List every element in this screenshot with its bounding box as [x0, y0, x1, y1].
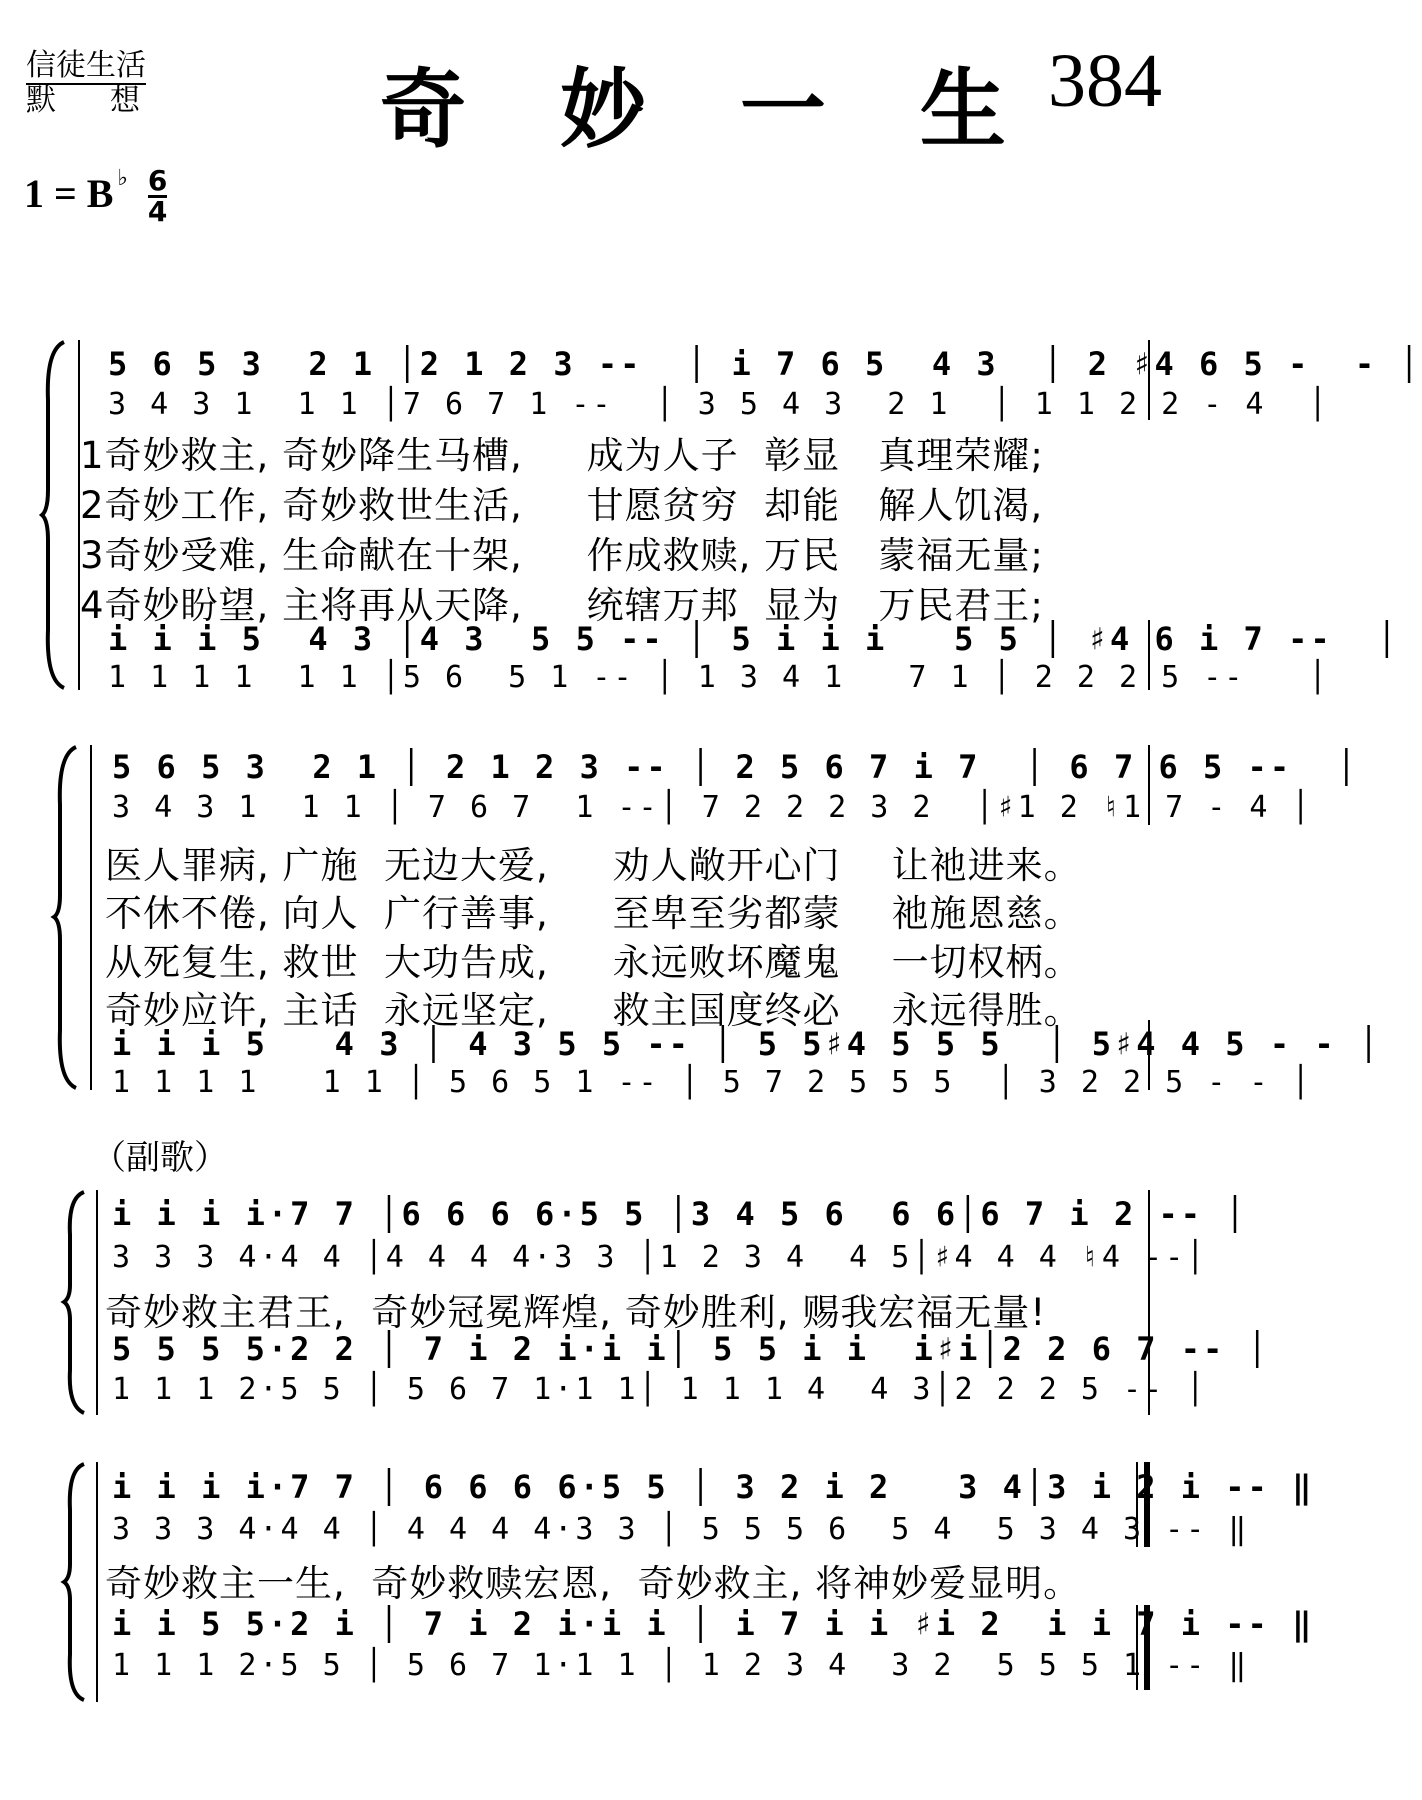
- soprano-line: i i i i·7 7 │ 6 6 6 6·5 5 │ 3 2 i 2 3 4│3 i 2 i -- ‖: [112, 1468, 1315, 1506]
- lyric-verse-2: 不休不倦, 向人 广行善事, 至卑至劣都蒙 祂施恩慈。: [105, 892, 1082, 935]
- system-brace-icon: [40, 340, 70, 690]
- lyric-refrain-1: 奇妙救主君王, 奇妙冠冕辉煌, 奇妙胜利, 赐我宏福无量!: [105, 1291, 1047, 1334]
- lyric-verse-4: 4奇妙盼望, 主将再从天降, 统辖万邦 显为 万民君王;: [80, 584, 1044, 627]
- system-left-barline: [96, 1462, 98, 1702]
- alto-line: 3 3 3 4·4 4 │ 4 4 4 4·3 3 │ 5 5 5 6 5 4 5 3 4 3 -- ‖: [112, 1512, 1250, 1547]
- bass-line: 1 1 1 2·5 5 │ 5 6 7 1·1 1│ 1 1 1 4 4 3│2 2 2 5 -- │: [112, 1372, 1208, 1407]
- lyric-verse-2: 2奇妙工作, 奇妙救世生活, 甘愿贫穷 却能 解人饥渴,: [80, 484, 1044, 527]
- soprano-line: i i i i·7 7 │6 6 6 6·5 5 │3 4 5 6 6 6│6 7 i 2 -- │: [112, 1195, 1248, 1233]
- lyric-verse-3: 从死复生, 救世 大功告成, 永远败坏魔鬼 一切权柄。: [105, 941, 1082, 984]
- refrain-label: （副歌）: [92, 1138, 228, 1178]
- alto-line: 3 4 3 1 1 1 │7 6 7 1 -- │ 3 5 4 3 2 1 │ 1 1 2 2 - 4 │: [108, 387, 1330, 422]
- lyric-refrain-2: 奇妙救主一生, 奇妙救赎宏恩, 奇妙救主, 将神妙爱显明。: [105, 1562, 1082, 1605]
- key-text: 1 = B: [24, 171, 114, 216]
- tenor-line: i i i 5 4 3 │4 3 5 5 -- │ 5 i i i 5 5 │ ♯4 6 i 7 -- │: [108, 620, 1400, 658]
- lyric-verse-1: 1奇妙救主, 奇妙降生马槽, 成为人子 彰显 真理荣耀;: [80, 434, 1044, 477]
- system-brace-icon: [52, 745, 82, 1090]
- key-signature: [24, 165, 167, 226]
- lyric-verse-3: 3奇妙受难, 生命献在十架, 作成救赎, 万民 蒙福无量;: [80, 534, 1044, 577]
- bass-line: 1 1 1 1 1 1 │5 6 5 1 -- │ 1 3 4 1 7 1 │ 2 2 2 5 -- │: [108, 660, 1330, 695]
- category-secondary-a: 默: [26, 83, 56, 118]
- tenor-line: 5 5 5 5·2 2 │ 7 i 2 i·i i│ 5 5 i i i♯i│2 2 6 7 -- │: [112, 1330, 1270, 1368]
- system-left-barline: [96, 1190, 98, 1415]
- time-signature: [147, 164, 168, 228]
- hymn-title: 奇 妙 一 生: [380, 59, 1038, 160]
- soprano-line: 5 6 5 3 2 1 │2 1 2 3 -- │ i 7 6 5 4 3 │ 2 ♯4 6 5 - - │: [108, 345, 1422, 383]
- system-brace-icon: [62, 1190, 90, 1415]
- soprano-line: 5 6 5 3 2 1 │ 2 1 2 3 -- │ 2 5 6 7 i 7 │ 6 7 6 5 -- │: [112, 748, 1359, 786]
- system-brace-icon: [62, 1462, 90, 1702]
- tenor-line: i i i 5 4 3 │ 4 3 5 5 -- │ 5 5♯4 5 5 5 │ 5♯4 4 5 - - │: [112, 1025, 1382, 1063]
- bass-line: 1 1 1 1 1 1 │ 5 6 5 1 -- │ 5 7 2 5 5 5 │ 3 2 2 5 - - │: [112, 1065, 1313, 1100]
- lyric-verse-4: 奇妙应许, 主话 永远坚定, 救主国度终必 永远得胜。: [105, 989, 1082, 1032]
- category-primary: 信徒生活: [26, 48, 146, 83]
- system-left-barline: [90, 745, 92, 1090]
- lyric-verse-1: 医人罪病, 广施 无边大爱, 劝人敞开心门 让祂进来。: [105, 844, 1082, 887]
- time-bottom: 4: [147, 195, 168, 228]
- category-label: [26, 50, 146, 117]
- hymn-number: 384: [1048, 39, 1162, 123]
- alto-line: 3 3 3 4·4 4 │4 4 4 4·3 3 │1 2 3 4 4 5│♯4 4 4 ♮4 --│: [112, 1240, 1208, 1275]
- bass-line: 1 1 1 2·5 5 │ 5 6 7 1·1 1 │ 1 2 3 4 3 2 5 5 5 1 -- ‖: [112, 1648, 1250, 1683]
- time-top: 6: [147, 164, 168, 197]
- tenor-line: i i 5 5·2 i │ 7 i 2 i·i i │ i 7 i i ♯i 2 i i 7 i -- ‖: [112, 1605, 1315, 1643]
- alto-line: 3 4 3 1 1 1 │ 7 6 7 1 --│ 7 2 2 2 3 2 │♯1 2 ♮1 7 - 4 │: [112, 790, 1313, 825]
- category-secondary-b: 想: [110, 83, 140, 118]
- flat-symbol: ♭: [117, 165, 128, 190]
